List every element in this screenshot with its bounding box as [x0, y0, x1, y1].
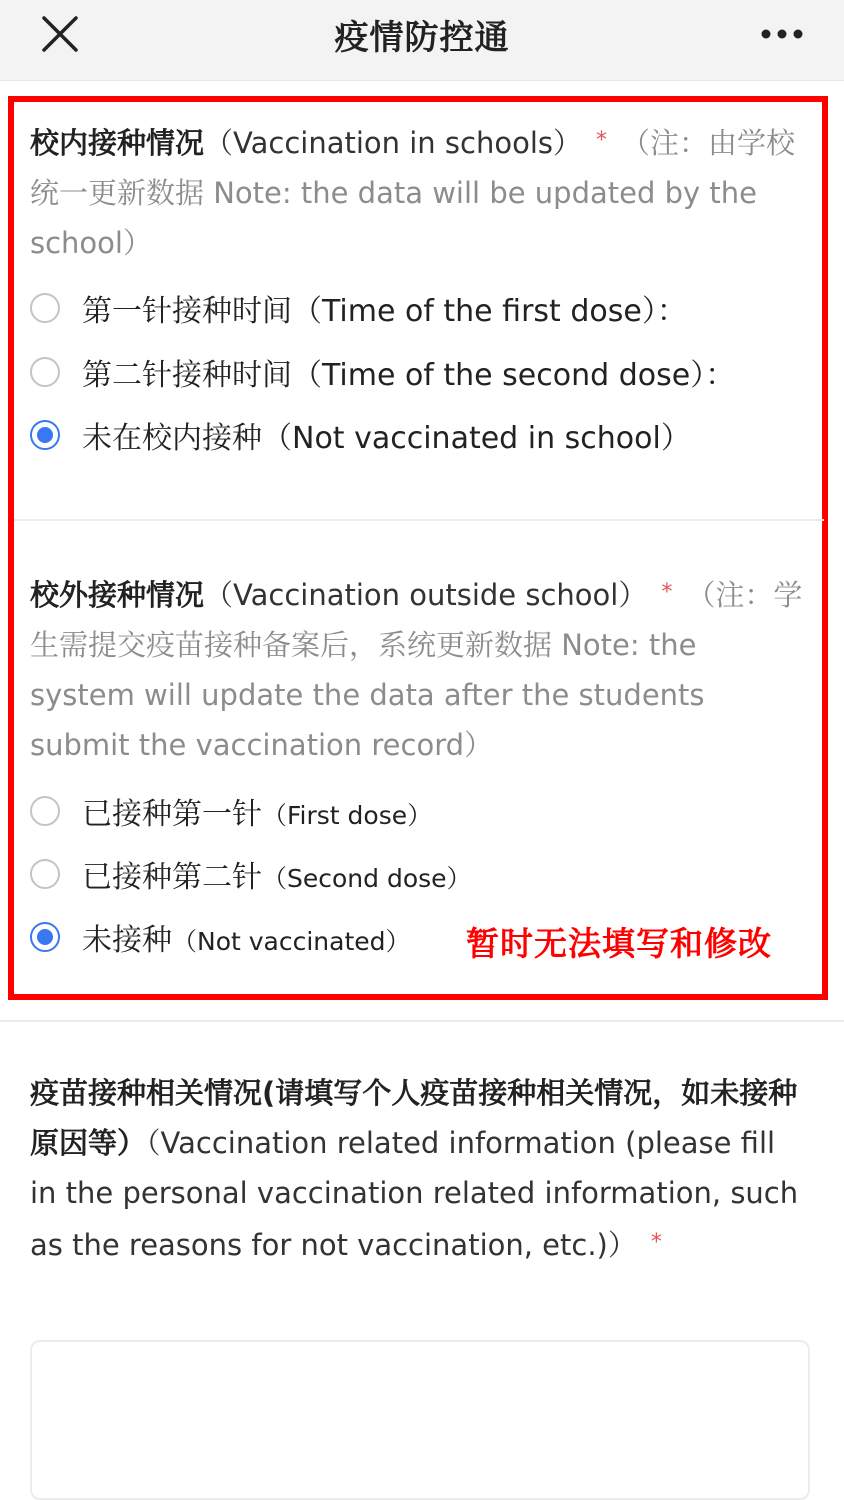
option-first-dose[interactable]	[30, 785, 432, 837]
question-title-cn: 校内接种情况	[30, 126, 205, 160]
question-title-en: （Vaccination in schools）	[204, 126, 582, 160]
radio-button[interactable]	[30, 859, 60, 889]
radio-button[interactable]	[30, 357, 60, 387]
more-icon[interactable]	[758, 20, 806, 48]
required-mark: *	[595, 128, 607, 153]
required-mark: *	[650, 1230, 662, 1255]
option-second-dose-time[interactable]	[30, 346, 735, 398]
option-label-en: （Second dose）	[262, 864, 472, 893]
question-note: （注：学生需提交疫苗接种备案后，系统更新数据 Note: the system will update the data after the students submit the vaccination record）	[30, 578, 803, 762]
option-label: 未在校内接种（Not vaccinated in school）	[82, 421, 691, 456]
option-not-vaccinated[interactable]	[30, 911, 411, 963]
question-title-en: （Vaccination related information (please fill in the personal vaccination related information, such as the reasons for not vaccination, etc.)）	[30, 1126, 799, 1262]
question-vaccination-related-info	[30, 1068, 810, 1270]
radio-button[interactable]	[30, 293, 60, 323]
option-label	[82, 915, 411, 959]
option-first-dose-time[interactable]	[30, 282, 687, 334]
section-divider	[0, 1020, 844, 1022]
vaccination-info-textarea[interactable]	[30, 1340, 810, 1500]
page-title: 疫情防控通	[334, 18, 510, 58]
radio-button[interactable]	[30, 796, 60, 826]
question-title	[30, 116, 810, 268]
section-divider	[14, 519, 824, 521]
option-label: 第二针接种时间（Time of the second dose）：	[82, 358, 736, 393]
question-title-en: （Vaccination outside school）	[204, 578, 648, 612]
required-mark: *	[661, 580, 673, 605]
question-title-cn: 校外接种情况	[30, 578, 205, 612]
question-outside-school-vaccination	[30, 568, 810, 770]
option-label	[82, 789, 432, 833]
option-label-cn: 已接种第二针	[82, 860, 262, 895]
question-title	[30, 568, 810, 770]
question-title	[30, 1068, 810, 1270]
option-label-cn: 已接种第一针	[82, 797, 262, 832]
option-label	[82, 852, 472, 896]
radio-button-checked[interactable]	[30, 420, 60, 450]
question-title-cn: 疫苗接种相关情况(请填写个人疫苗接种相关情况，如未接种原因等）	[30, 1076, 798, 1160]
radio-button-checked[interactable]	[30, 922, 60, 952]
option-not-vaccinated-in-school[interactable]	[30, 409, 691, 461]
option-label-cn: 未接种	[82, 923, 172, 958]
option-label-en: （Not vaccinated）	[172, 927, 411, 956]
cannot-edit-warning: 暂时无法填写和修改	[466, 924, 772, 963]
option-label-en: （First dose）	[262, 801, 433, 830]
top-bar	[0, 0, 844, 81]
question-note: （注：由学校统一更新数据 Note: the data will be updated by the school）	[30, 126, 795, 260]
option-label: 第一针接种时间（Time of the first dose）：	[82, 294, 687, 329]
question-in-school-vaccination	[30, 116, 810, 268]
option-second-dose[interactable]	[30, 848, 472, 900]
